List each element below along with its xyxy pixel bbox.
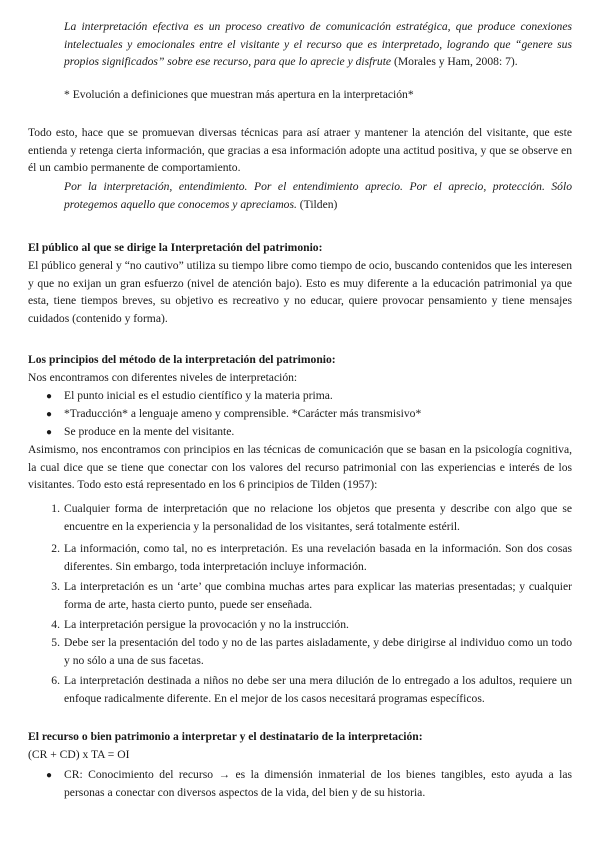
- paragraph-public: El público general y “no cautivo” utiliza su tiempo libre como tiempo de ocio, buscando contenidos que les interesen y que no exijan un gran esfuerzo (nivel de atención bajo). Esto es muy diferente a la educación patrimonial ya que esta, tiene tiempos breves, su objetivo es recreativo y no educar, quiere provocar pensamiento y tiene mensajes cuidados (contenido y forma).: [28, 259, 572, 325]
- resource-item: CR: Conocimiento del recurso → es la dimensión inmaterial de los bienes tangibles, esto ayuda a las personas a conectar con diversos aspectos de la vida, del bien y de su historia.: [64, 768, 572, 799]
- principle-number: 4.: [51, 618, 60, 631]
- principle-text: Debe ser la presentación del todo y no de las partes aisladamente, y debe dirigirse al individuo como un todo y no sólo a una de sus facetas.: [64, 636, 572, 667]
- tilden-quote-citation: (Tilden): [296, 197, 338, 211]
- principle-number: 5.: [51, 636, 60, 649]
- principle-number: 3.: [51, 580, 60, 593]
- principle-text: La información, como tal, no es interpretación. Es una revelación basada en la información. Son dos cosas diferentes. Sin embargo, toda interpretación incluye información.: [64, 542, 572, 573]
- principle-text: La interpretación es un ‘arte’ que combina muchas artes para explicar las materias presentadas; y cualquier forma de arte, hasta cierto punto, puede ser enseñada.: [64, 580, 572, 611]
- intro-quote: [64, 18, 572, 71]
- paragraph-cognitive: Asimismo, nos encontramos con principios en las técnicas de comunicación que se basan en la psicología cognitiva, la cual dice que se tiene que conectar con los valores del recurso patrimonial con las experiencias e interés de los visitantes. Todo esto está representado en los 6 principios de Tilden (1957):: [28, 443, 572, 492]
- tilden-quote-text: Por la interpretación, entendimiento. Por el entendimiento aprecio. Por el aprecio, protección. Sólo protegemos aquello que conocemos y apreciamos.: [64, 180, 572, 211]
- formula: (CR + CD) x TA = OI: [28, 748, 130, 761]
- heading-principles: Los principios del método de la interpretación del patrimonio:: [28, 353, 336, 366]
- intro-quote-text: La interpretación efectiva es un proceso creativo de comunicación estratégica, que produce conexiones intelectuales y emocionales entre el visitante y el recurso que es interpretado, logrando que “genere sus propios significados” sobre ese recurso, para que lo aprecie y disfrute: [64, 20, 572, 69]
- bullet-icon: ●: [46, 391, 53, 402]
- principle-text: Cualquier forma de interpretación que no relacione los objetos que presenta y describe con algo que se encuentre en la experiencia y la personalidad de los visitantes, será totalmente estéril.: [64, 502, 572, 533]
- principle-number: 1.: [51, 502, 60, 515]
- level-item: *Traducción* a lenguaje ameno y comprensible. *Carácter más transmisivo*: [64, 407, 422, 420]
- level-item: El punto inicial es el estudio científico y la materia prima.: [64, 389, 333, 402]
- intro-quote-citation: (Morales y Ham, 2008: 7).: [391, 55, 518, 69]
- paragraph-techniques: Todo esto, hace que se promuevan diversas técnicas para así atraer y mantener la atención del visitante, que este entienda y retenga cierta información, que gracias a esa información adopte una actitud positiva, y que se observe en él un cambio permanente de comportamiento.: [28, 126, 572, 175]
- bullet-icon: ●: [46, 770, 53, 781]
- heading-resource: El recurso o bien patrimonio a interpretar y el destinatario de la interpretación:: [28, 730, 423, 743]
- levels-intro: Nos encontramos con diferentes niveles de interpretación:: [28, 371, 298, 384]
- bullet-icon: ●: [46, 427, 53, 438]
- bullet-icon: ●: [46, 409, 53, 420]
- principle-number: 2.: [51, 542, 60, 555]
- tilden-quote: [64, 178, 572, 213]
- heading-public: El público al que se dirige la Interpretación del patrimonio:: [28, 241, 323, 254]
- evolution-note: * Evolución a definiciones que muestran más apertura en la interpretación*: [64, 88, 414, 101]
- principle-text: La interpretación persigue la provocación y no la instrucción.: [64, 618, 349, 631]
- principle-text: La interpretación destinada a niños no debe ser una mera dilución de lo entregado a los adultos, requiere un enfoque radicalmente diferente. En el mejor de los casos necesitará programas específicos.: [64, 674, 572, 705]
- level-item: Se produce en la mente del visitante.: [64, 425, 235, 438]
- principle-number: 6.: [51, 674, 60, 687]
